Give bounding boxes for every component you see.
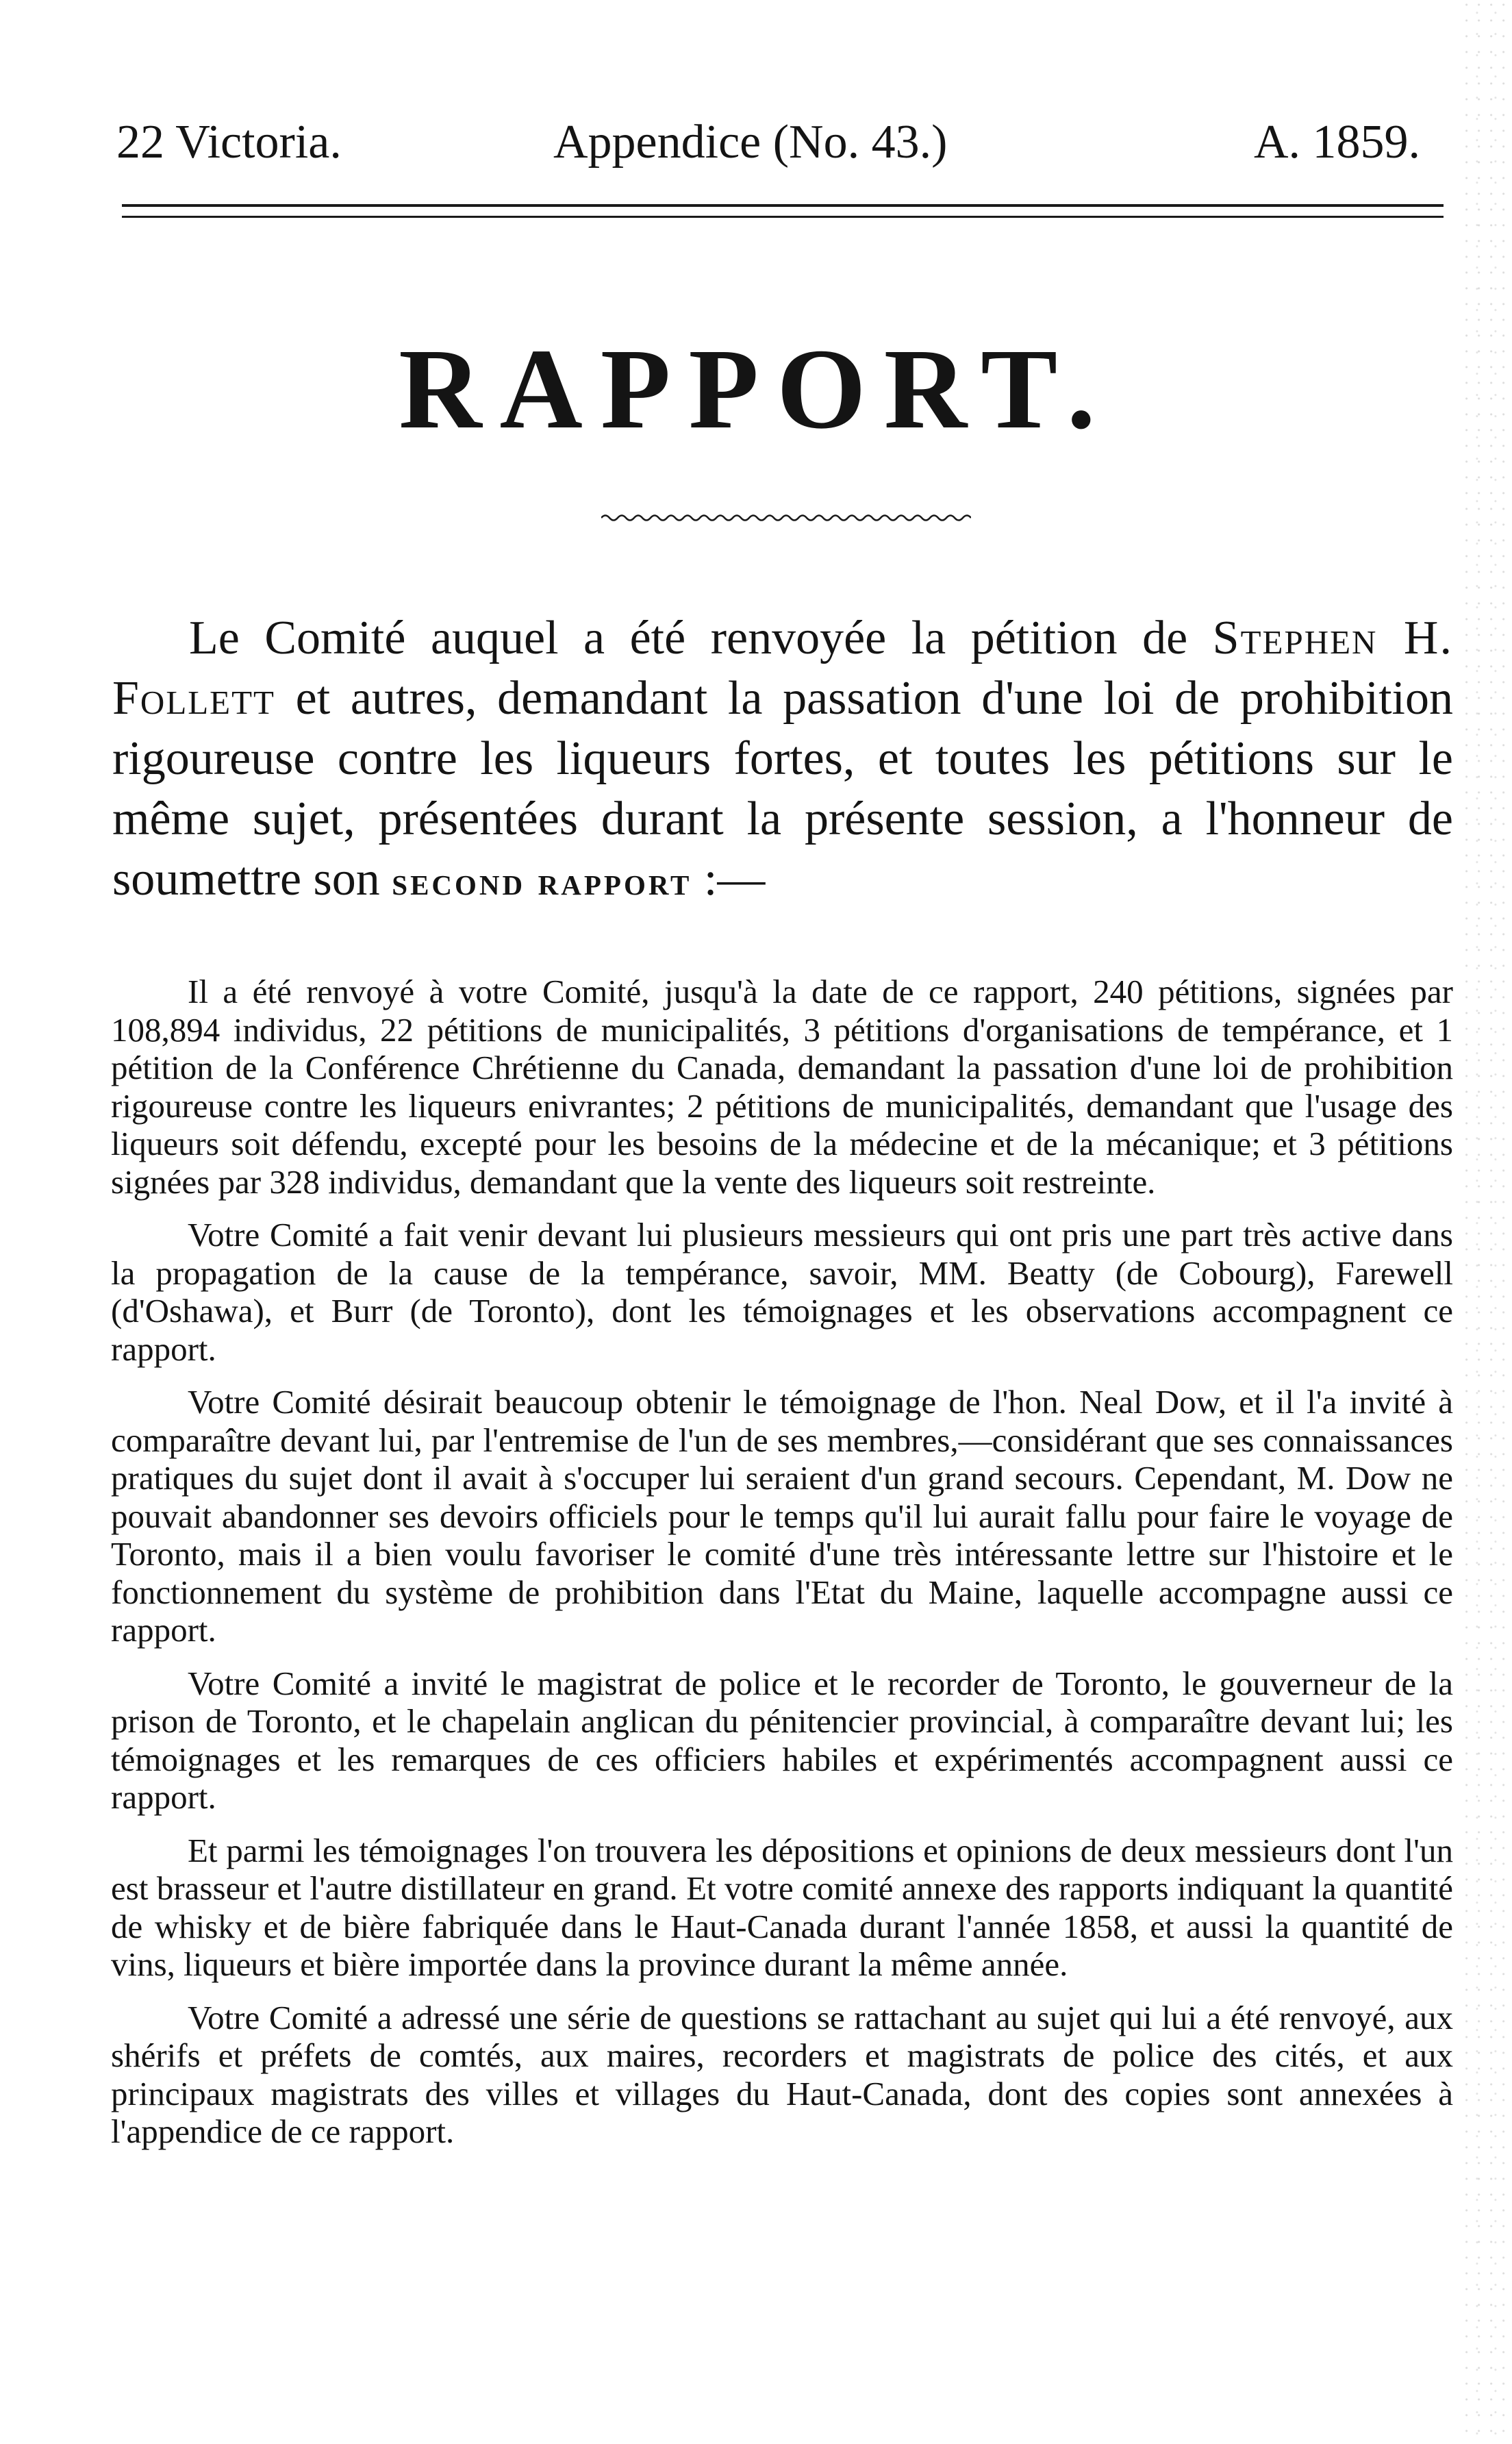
header-appendix-number: Appendice (No. 43.) xyxy=(553,116,948,169)
header-rule-top xyxy=(122,204,1444,207)
intro-text-end: :— xyxy=(692,853,766,906)
body-paragraph: Votre Comité a adressé une série de questions se rattachant au sujet qui lui a été renvoyé, aux shérifs et préfets de comtés, aux maires, recorders et magistrats de police des cités, et aux principaux magistrats des villes et villages du Haut-Canada, dont des copies sont annexées à l'appendice de ce rapport. xyxy=(111,1998,1453,2150)
petitioner-name: Stephen H. Follett xyxy=(112,612,1453,725)
header-rule-bottom xyxy=(122,216,1444,218)
body-paragraph: Il a été renvoyé à votre Comité, jusqu'à la date de ce rapport, 240 pétitions, signées par 108,894 individus, 22 pétitions de municipalités, 3 pétitions d'organisations de tempérance, et 1 pétition de la Conférence Chrétienne du Canada, demandant la passation d'une loi de prohibition rigoureuse contre les liqueurs enivrantes; 2 pétitions de municipalités, demandant que l'usage des liqueurs soit défendu, excepté pour les besoins de la médecine et de la mécanique; et 3 pétitions signées par 328 individus, demandant que la vente des liqueurs soit restreinte. xyxy=(111,973,1453,1201)
intro-paragraph xyxy=(112,608,1453,912)
second-report-label: second rapport xyxy=(392,859,692,903)
body-paragraph: Et parmi les témoignages l'on trouvera les dépositions et opinions de deux messieurs dont l'un est brasseur et l'autre distillateur en grand. Et votre comité annexe des rapports indiquant la quantité de whisky et de bière fabriquée dans le Haut-Canada durant l'année 1858, et aussi la quantité de vins, liqueurs et bière importée dans la province durant la même année. xyxy=(111,1831,1453,1983)
body-paragraph: Votre Comité désirait beaucoup obtenir le témoignage de l'hon. Neal Dow, et il l'a invité à comparaître devant lui, par l'entremise de l'un de ses membres,—considérant que ses connaissances pratiques du sujet dont il avait à s'occuper lui seraient d'un grand secours. Cependant, M. Dow ne pouvait abandonner ses devoirs officiels pour le temps qu'il lui aurait fallu pour faire le voyage de Toronto, mais il a bien voulu favoriser le comité d'une très intéressante lettre sur l'histoire et le fonctionnement du système de prohibition dans l'Etat du Maine, laquelle accompagne aussi ce rapport. xyxy=(111,1383,1453,1649)
header-regnal-year: 22 Victoria. xyxy=(116,116,342,169)
header-year: A. 1859. xyxy=(1253,116,1420,169)
ornamental-wavy-divider xyxy=(601,511,971,525)
report-body xyxy=(111,973,1453,2166)
body-paragraph: Votre Comité a fait venir devant lui plusieurs messieurs qui ont pris une part très active dans la propagation de la cause de la tempérance, savoir, MM. Beatty (de Cobourg), Farewell (d'Oshawa), et Burr (de Toronto), dont les témoignages et les observations accompagnent ce rapport. xyxy=(111,1216,1453,1368)
page-title: RAPPORT. xyxy=(399,325,1113,453)
running-header xyxy=(116,115,1459,170)
body-paragraph: Votre Comité a invité le magistrat de police et le recorder de Toronto, le gouverneur de la prison de Toronto, et le chapelain anglican du pénitencier provincial, à comparaître devant lui; les témoignages et les remarques de ces officiers habiles et expérimentés accompagnent aussi ce rapport. xyxy=(111,1664,1453,1816)
intro-text-start: Le Comité auquel a été renvoyée la pétition de xyxy=(189,612,1213,664)
intro-text-middle: et autres, demandant la passation d'une loi de prohibition rigoureuse contre les liqueurs fortes, et toutes les pétitions sur le même sujet, présentées durant la présente session, a l'honneur de soumettre son xyxy=(112,672,1453,906)
